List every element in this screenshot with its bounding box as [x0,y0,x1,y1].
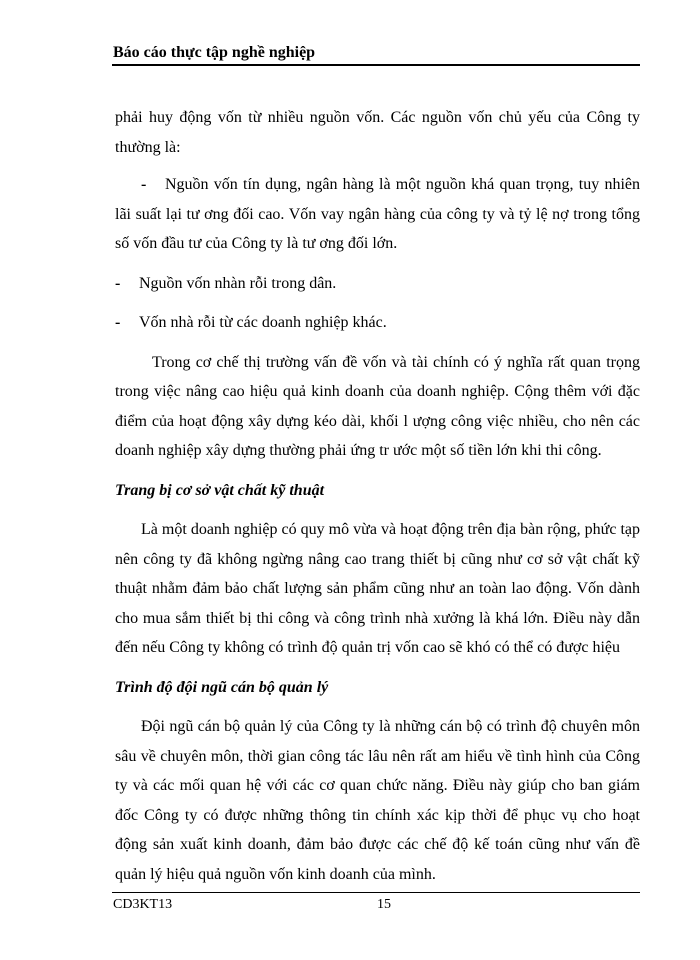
page-number: 15 [377,897,391,912]
bullet-text: Vốn nhà rỗi từ các doanh nghiệp khác. [139,314,387,331]
paragraph-facilities: Là một doanh nghiệp có quy mô vừa và hoạt động trên địa bàn rộng, phức tạp nên công ty đã không ngừng nâng cao trang thiết bị cũng như cơ sở vật chất kỹ thuật nhằm đảm bảo chất lượng sản phẩm cũng như an toàn lao động. Vốn dành cho mua sắm thiết bị thi công và công trình nhà xưởng là khá lớn. Điều này dẫn đến nếu Công ty không có trình độ quản trị vốn cao sẽ khó có thể có được hiệu [115,521,640,656]
bullet-item-enterprise-capital [115,308,640,338]
footer-class-code: CD3KT13 [113,897,173,912]
footer-divider [112,892,640,893]
page-header-title: Báo cáo thực tập nghề nghiệp [113,44,316,61]
paragraph-management: Đội ngũ cán bộ quản lý của Công ty là những cán bộ có trình độ chuyên môn sâu về chuyên môn, thời gian công tác lâu nên rất am hiểu về tình hình của Công ty và các mối quan hệ với các cơ quan chức năng. Điều này giúp cho ban giám đốc Công ty có được những thông tin chính xác kịp thời để phục vụ cho hoạt động sản xuất kinh doanh, đảm bảo được các chế độ kế toán cũng như vấn đề quản lý hiệu quả nguồn vốn kinh doanh của mình. [115,718,640,883]
paragraph-intro: phải huy động vốn từ nhiều nguồn vốn. Các nguồn vốn chủ yếu của Công ty thường là: [115,109,640,156]
bullet-item-credit [115,170,640,259]
bullet-marker: - [141,176,147,193]
bullet-item-idle-capital [115,269,640,299]
bullet-marker: - [115,274,121,292]
header-divider [112,64,640,66]
section-heading-management: Trình độ đội ngũ cán bộ quản lý [115,678,329,696]
section-heading-facilities: Trang bị cơ sở vật chất kỹ thuật [115,481,325,499]
paragraph-market-mechanism: Trong cơ chế thị trường vấn đề vốn và tài chính có ý nghĩa rất quan trọng trong việc nâng cao hiệu quả kinh doanh của doanh nghiệp. Cộng thêm với đặc điểm của hoạt động xây dựng kéo dài, khối l ượng công việc nhiều, cho nên các doanh nghiệp xây dựng thường phải ứng tr ước một số tiền lớn khi thi công. [115,353,640,459]
bullet-text: Nguồn vốn nhàn rỗi trong dân. [139,274,337,292]
bullet-marker: - [115,314,121,331]
document-body [115,103,640,899]
bullet-text: Nguồn vốn tín dụng, ngân hàng là một nguồn khá quan trọng, tuy nhiên lãi suất lại tư ơng đối cao. Vốn vay ngân hàng của công ty và tỷ lệ nợ trong tổng số vốn đầu tư của Công ty là tư ơng đối lớn. [115,176,640,252]
